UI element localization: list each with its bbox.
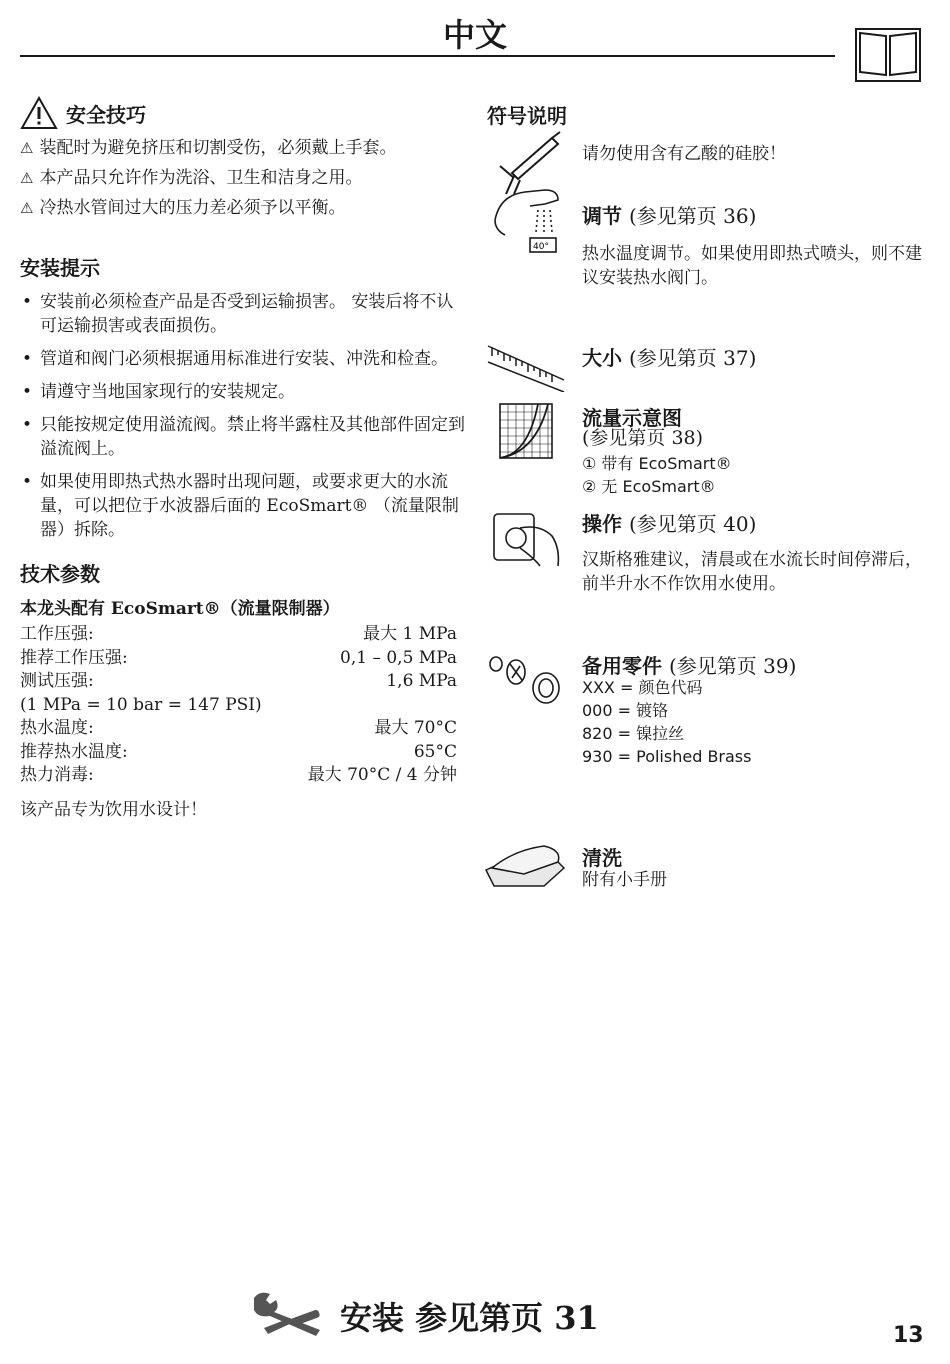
- clean-body: 附有小手册: [582, 870, 667, 890]
- wrench-screwdriver-icon: [250, 1288, 330, 1340]
- warning-icon: ⚠: [20, 139, 34, 157]
- cleaning-cloth-icon: [484, 840, 566, 890]
- operate-body: 汉斯格雅建议，清晨或在水流长时间停滞后，前半升水不作饮用水使用。: [582, 550, 922, 594]
- table-row: 热水温度: 最大 70°C: [20, 718, 457, 738]
- list-item: ② 无 EcoSmart®: [582, 477, 716, 496]
- list-item: • 安装前必须检查产品是否受到运输损害。 安装后将不认可运输损害或表面损伤。: [20, 290, 465, 338]
- safety-heading: 安全技巧: [66, 102, 146, 127]
- warning-icon: ⚠: [20, 169, 34, 187]
- adjust-title: 调节 (参见第页 36): [582, 204, 757, 228]
- list-item: 000 = 镀铬: [582, 701, 669, 720]
- flow-diagram-icon: [498, 402, 554, 460]
- table-row: 测试压强: 1,6 MPa: [20, 671, 457, 691]
- list-item: XXX = 颜色代码: [582, 678, 703, 697]
- list-item: • 只能按规定使用溢流阀。禁止将半露柱及其他部件固定到溢流阀上。: [20, 413, 465, 461]
- table-row: (1 MPa = 10 bar = 147 PSI): [20, 694, 262, 715]
- book-icon: [855, 28, 921, 82]
- page-number: 13: [893, 1323, 924, 1348]
- install-heading: 安装提示: [20, 256, 100, 280]
- footer-install-reference: 安装 参见第页 31: [340, 1299, 599, 1337]
- safety-item: 冷热水管间过大的压力差必须予以平衡。: [39, 198, 346, 218]
- table-row: 热力消毒: 最大 70°C / 4 分钟: [20, 765, 457, 785]
- flow-title: 流量示意图: [582, 406, 682, 430]
- svg-text:40°: 40°: [533, 242, 549, 252]
- ruler-icon: [486, 340, 566, 392]
- table-row: 工作压强: 最大 1 MPa: [20, 624, 457, 644]
- symbols-heading: 符号说明: [487, 104, 567, 128]
- list-item: 930 = Polished Brass: [582, 747, 752, 766]
- list-item: • 管道和阀门必须根据通用标准进行安装、冲洗和检查。: [20, 347, 465, 371]
- tech-table: [20, 597, 457, 788]
- warning-icon: ⚠: [20, 199, 34, 217]
- list-item: ① 带有 EcoSmart®: [582, 454, 732, 473]
- warning-icon: [20, 96, 58, 130]
- safety-item: 本产品只允许作为洗浴、卫生和洁身之用。: [39, 168, 363, 188]
- handle-operation-icon: [490, 508, 562, 570]
- page-title: 中文: [442, 16, 507, 54]
- list-item: • 如果使用即热式热水器时出现问题，或要求更大的水流量，可以把位于水波器后面的 EcoSmart® （流量限制器）拆除。: [20, 470, 465, 542]
- tech-heading: 技术参数: [20, 562, 100, 586]
- silicone-warning: 请勿使用含有乙酸的硅胶！: [582, 144, 786, 164]
- table-row: 推荐工作压强: 0,1 – 0,5 MPa: [20, 647, 457, 668]
- table-row: 推荐热水温度: 65°C: [20, 741, 457, 762]
- list-item: 820 = 镍拉丝: [582, 724, 685, 743]
- title-rule: [20, 55, 835, 57]
- list-item: • 请遵守当地国家现行的安装规定。: [20, 380, 465, 404]
- flow-ref: (参见第页 38): [582, 427, 704, 449]
- operate-title: 操作 (参见第页 40): [582, 512, 757, 536]
- temperature-adjust-icon: [490, 180, 565, 260]
- safety-section: [20, 96, 460, 220]
- drinking-water-note: 该产品专为饮用水设计！: [20, 800, 207, 820]
- tech-subheading: 本龙头配有 EcoSmart®（流量限制器）: [20, 599, 340, 619]
- flow-list: [582, 452, 732, 498]
- spare-parts-icon: [486, 648, 566, 710]
- parts-list: [582, 676, 751, 768]
- adjust-body: 热水温度调节。如果使用即热式喷头，则不建议安装热水阀门。: [582, 244, 922, 288]
- size-title: 大小 (参见第页 37): [582, 346, 757, 370]
- safety-item: 装配时为避免挤压和切割受伤，必须戴上手套。: [39, 138, 397, 158]
- parts-title: 备用零件 (参见第页 39): [582, 654, 797, 678]
- clean-title: 清洗: [582, 846, 622, 870]
- install-list: [20, 290, 465, 551]
